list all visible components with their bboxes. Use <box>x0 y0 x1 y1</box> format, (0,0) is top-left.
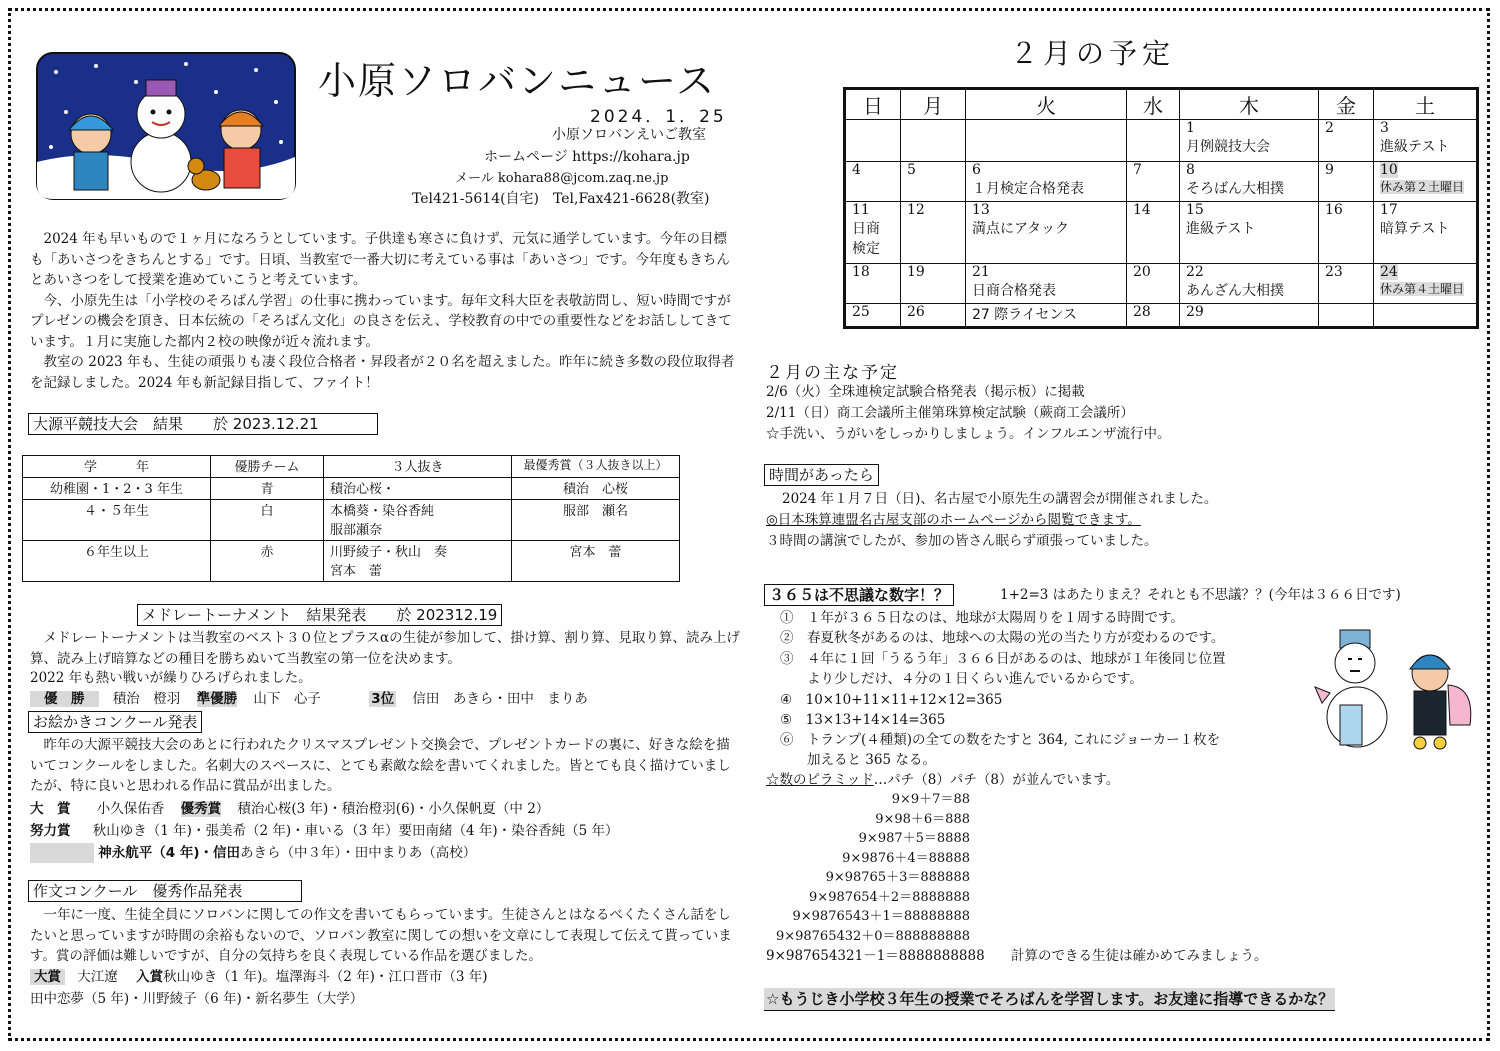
homepage-link[interactable]: ホームページ https://kohara.jp <box>484 149 690 165</box>
pyramid-row: 9×9＋7＝88 <box>891 792 970 807</box>
date-number: 11 <box>852 202 870 218</box>
date-number: 21 <box>972 264 990 280</box>
win-label: 優 勝 <box>30 691 99 707</box>
date-number: 19 <box>907 264 925 280</box>
three-line: 川野綾子・秋山 奏 <box>330 545 448 560</box>
essay-text <box>30 905 742 967</box>
medley-text <box>30 628 740 669</box>
time-line: 2024 年１月７日（日)、名古屋で小原先生の講習会が開催されました。 <box>782 491 1218 507</box>
event-label: 進級テスト <box>1186 221 1256 237</box>
day-header: 月 <box>901 89 966 120</box>
pyramid-row: 9×98765＋3＝888888 <box>825 870 970 885</box>
pyramid-last-line <box>766 946 1267 966</box>
drawing-effort <box>30 821 619 841</box>
footer-notice: ☆もうじき小学校３年生の授業でそろばんを学習します。お友達に指導できるかな？ <box>764 988 1335 1011</box>
date-number: 26 <box>907 304 925 320</box>
col-header: 学 年 <box>23 456 211 478</box>
event-label: 暗算テスト <box>1380 221 1450 237</box>
numbers-subtitle: 1+2=3 はあたりまえ？それとも不思議？？(今年は３６６日です) <box>1000 587 1401 603</box>
calendar-cell <box>1319 120 1374 162</box>
grade-cell: ４・５年生 <box>23 500 211 541</box>
third-name: 信田 あきら・田中 まりあ <box>412 691 588 707</box>
drawing-heading: お絵かきコンクール発表 <box>28 711 202 733</box>
effort-names: 秋山ゆき（1 年)・張美希（2 年)・車いる（3 年）要田南緒（4 年)・染谷香純（5 年） <box>92 823 619 839</box>
calendar-cell <box>966 202 1127 264</box>
time-line: ３時間の講演でしたが、参加の皆さん眠らず頑張っていました。 <box>766 533 1158 549</box>
calendar-cell <box>1180 264 1319 304</box>
col-header: ３人抜き <box>324 456 512 478</box>
gray-spacer <box>30 843 94 863</box>
holiday-label: 休み第２土曜日 <box>1380 180 1465 194</box>
calendar-cell <box>901 304 966 328</box>
numbers-item: ② 春夏秋冬があるのは、地球への太陽の光の当たり方が変わるのです。 <box>780 630 1225 646</box>
date-number: 15 <box>1186 202 1204 218</box>
team-cell: 白 <box>211 500 324 541</box>
calendar-week-4 <box>845 264 1478 304</box>
best-cell: 積治 心桜 <box>512 478 680 500</box>
essay-grand-name: 大江遼 <box>77 969 118 985</box>
essay-prizes-2: 田中恋夢（5 年)・川野綾子（6 年)・新名夢生（大学） <box>30 991 364 1007</box>
three-line: 本橋葵・染谷香純 <box>330 504 435 519</box>
pyramid-row: 9×987＋5＝8888 <box>858 831 970 846</box>
number-pyramid <box>776 790 970 946</box>
time-link[interactable]: ◎日本珠算連盟名古屋支部のホームページから閲覧できます。 <box>766 512 1141 528</box>
effort2-bold: 神永航平（4 年)・信田 <box>98 845 241 861</box>
event-label: 日商合格発表 <box>972 283 1056 299</box>
day-header: 日 <box>845 89 901 120</box>
date-number: 17 <box>1380 202 1398 218</box>
intro-paragraph: 今、小原先生は「小学校のそろばん学習」の仕事に携わっています。毎年文科大臣を表敬訪問し、短い時間ですがプレゼンの機会を頂き、日本伝統の「そろばん文化」の良さを伝え、学校教育の中での重要性などをお話ししてきています。１月に実施した都内２校の映像が近々流れます。 <box>30 292 732 350</box>
medley-heading: メドレートーナメント 結果発表 於 202312.19 <box>137 604 502 626</box>
pyramid-row: 9×98＋6＝888 <box>875 811 970 827</box>
phone-numbers: Tel421-5614(自宅) Tel,Fax421-6628(教室) <box>412 191 710 207</box>
date-number: 29 <box>1186 304 1204 320</box>
school-name: 小原ソロバンえいご教室 <box>552 127 706 143</box>
pyramid-check: 計算のできる生徒は確かめてみましょう。 <box>1010 948 1268 964</box>
event-label: あんざん大相撲 <box>1186 283 1284 299</box>
date-number: 14 <box>1133 202 1151 218</box>
calendar-cell <box>1374 202 1478 264</box>
date-number: 13 <box>972 202 990 218</box>
date-number: 2 <box>1325 120 1334 136</box>
best-cell: 宮本 蕾 <box>512 541 680 582</box>
intro-paragraph: 2024 年も早いもので１ヶ月になろうとしています。子供達も寒さに負けず、元気に通学しています。今年の目標も「あいさつをきちんとする」です。日頃、当教室で一番大切に考えている事は「あいさつ」です。今年度もきちんとあいさつをして授業を進めていこうと考えています。 <box>30 231 730 288</box>
issue-date: 2024．1．25 <box>590 107 727 127</box>
pyramid-row: 9×98765432＋0＝888888888 <box>775 928 970 944</box>
numbers-item: より少しだけ、４分の１日くらい進んでいるからです。 <box>780 671 1143 687</box>
pyramid-row: 9×9876＋4＝88888 <box>842 850 970 866</box>
team-cell: 赤 <box>211 541 324 582</box>
date-number: 6 <box>972 162 981 178</box>
winter-kids-snowman-illustration <box>36 52 296 200</box>
calendar-cell <box>845 120 901 162</box>
calendar-title: ２月の予定 <box>1010 37 1176 70</box>
date-number: 5 <box>907 162 916 178</box>
col-header: 優勝チーム <box>211 456 324 478</box>
col-header: 最優秀賞（３人抜き以上） <box>512 456 680 478</box>
event-label: 検定 <box>852 241 880 257</box>
team-cell: 青 <box>211 478 324 500</box>
main-schedule-heading: ２月の主な予定 <box>766 363 899 383</box>
pyramid-note: …パチ（8）パチ（8）が並んでいます。 <box>873 772 1120 788</box>
calendar-cell <box>1374 120 1478 162</box>
medley-year-line: 2022 年も熱い戦いが繰りひろげられました。 <box>30 670 312 686</box>
effort2-names: あきら（中３年）・田中まりあ（高校） <box>240 845 477 861</box>
calendar-cell <box>1180 162 1319 202</box>
date-number: 9 <box>1325 162 1334 178</box>
day-header: 木 <box>1180 89 1319 120</box>
calendar-cell <box>901 202 966 264</box>
calendar-cell <box>1127 162 1180 202</box>
day-header: 火 <box>966 89 1127 120</box>
holiday-label: 休み第４土曜日 <box>1380 282 1465 296</box>
calendar-cell <box>1319 162 1374 202</box>
calendar-cell <box>1180 304 1319 328</box>
time-link-line[interactable] <box>766 510 1141 530</box>
excellent-names: 積治心桜(3 年)・積治橙羽(6)・小久保帆夏（中 2） <box>237 801 550 817</box>
date-number: 24 <box>1380 264 1398 280</box>
calendar-cell <box>1319 264 1374 304</box>
three-cell <box>324 541 512 582</box>
grand-name: 小久保佑香 <box>96 801 165 817</box>
schedule-line: ☆手洗い、うがいをしっかりしましょう。インフルエンザ流行中。 <box>766 426 1171 442</box>
medley-paragraph: メドレートーナメントは当教室のベスト３０位とプラスαの生徒が参加して、掛け算、割り算、見取り算、読み上げ算、読み上げ暗算などの種目を勝ちぬいて当教室の第一位を決めます。 <box>30 630 740 667</box>
time-heading: 時間があったら <box>764 464 879 486</box>
pyramid-row: 9×9876543＋1＝88888888 <box>792 909 970 924</box>
essay-prize-names: 秋山ゆき（1 年)。塩澤海斗（2 年)・江口晋市（3 年) <box>163 969 488 985</box>
calendar-cell <box>845 304 901 328</box>
calendar-cell <box>1127 264 1180 304</box>
calendar-week-3 <box>845 202 1478 264</box>
calendar-week-5 <box>845 304 1478 328</box>
date-number: 23 <box>1325 264 1343 280</box>
calendar-cell <box>1127 304 1180 328</box>
three-cell <box>324 500 512 541</box>
snowman-kid-illustration <box>1310 625 1480 755</box>
numbers-item: ⑥ トランプ(４種類)の全ての数をたすと 364, これにジョーカー１枚を <box>780 732 1221 748</box>
calendar-week-2 <box>845 162 1478 202</box>
calendar-cell <box>845 264 901 304</box>
event-label: 進級テスト <box>1380 139 1450 155</box>
calendar-cell <box>966 304 1127 328</box>
calendar-cell <box>901 264 966 304</box>
event-label: 日商 <box>852 221 880 237</box>
numbers-item: ④ 10×10+11×11+12×12=365 <box>780 692 1003 708</box>
grade-cell: 幼稚園・1・2・3 年生 <box>23 478 211 500</box>
date-number: 27 際ライセンス <box>972 307 1078 323</box>
date-number: 1 <box>1186 120 1195 136</box>
essay-heading: 作文コンクール 優秀作品発表 <box>28 880 302 902</box>
newsletter-title: 小原ソロバンニュース <box>318 59 717 103</box>
date-number: 16 <box>1325 202 1343 218</box>
schedule-line: 2/11（日）商工会議所主催第珠算検定試験（蕨商工会議所） <box>766 405 1134 421</box>
day-header: 水 <box>1127 89 1180 120</box>
date-number: 20 <box>1133 264 1151 280</box>
win-name: 積治 橙羽 <box>112 691 181 707</box>
second-label: 準優勝 <box>196 691 238 707</box>
essay-prize-label: 入賞 <box>136 969 164 985</box>
calendar-cell <box>1127 120 1180 162</box>
pyramid-row: 9×987654＋2＝8888888 <box>809 889 970 905</box>
date-number: 4 <box>852 162 861 178</box>
calendar-cell <box>845 162 901 202</box>
excellent-label: 優秀賞 <box>180 801 222 817</box>
calendar-cell <box>901 120 966 162</box>
date-number: 25 <box>852 304 870 320</box>
numbers-item: ③ ４年に１回「うるう年」３６６日があるのは、地球が１年後同じ位置 <box>780 651 1226 667</box>
calendar-cell <box>901 162 966 202</box>
numbers-heading: ３６５は不思議な数字！？ <box>764 584 954 606</box>
intro-text <box>30 229 740 393</box>
calendar-cell <box>1180 202 1319 264</box>
event-label: そろばん大相撲 <box>1186 181 1284 197</box>
numbers-item: ① １年が３６５日なのは、地球が太陽周りを１周する時間です。 <box>780 610 1184 626</box>
calendar-cell <box>966 120 1127 162</box>
effort-label: 努力賞 <box>30 823 71 839</box>
calendar-cell <box>1319 304 1374 328</box>
event-label: 月例競技大会 <box>1186 139 1270 155</box>
pyramid-last: 9×987654321－1＝8888888888 <box>766 948 985 964</box>
essay-paragraph: 一年に一度、生徒全員にソロバンに関しての作文を書いてもらっています。生徒さんとはなるべくたくさん話をしたいと思っていますが時間の余裕もないので、ソロバン教室に関しての想いを文章にして表現して伝えて貰っています。賞の評価は難しいですが、自分の気持ちを良く表現している作品を選びました。 <box>30 907 732 964</box>
date-number: 28 <box>1133 304 1151 320</box>
drawing-text <box>30 735 742 797</box>
drawing-effort-2 <box>30 843 476 863</box>
numbers-item: ⑤ 13×13+14×14=365 <box>780 712 946 728</box>
date-number: 7 <box>1133 162 1142 178</box>
calendar-cell <box>966 264 1127 304</box>
calendar-cell <box>1374 162 1478 202</box>
schedule-line: 2/6（火）全珠連検定試験合格発表（掲示板）に掲載 <box>766 384 1085 400</box>
essay-grand-label: 大賞 <box>30 969 65 985</box>
medley-winners <box>30 689 588 709</box>
calendar-cell <box>966 162 1127 202</box>
event-label: 満点にアタック <box>972 221 1070 237</box>
drawing-paragraph: 昨年の大源平競技大会のあとに行われたクリスマスプレゼント交換会で、プレゼントカードの裏に、好きな絵を描いてコンクールをしました。名刺大のスペースに、とても素敵な絵を書いてくれました。皆とても良く描けていましたが、特に良いと思われる作品に賞品が出ました。 <box>30 737 731 794</box>
contest-heading: 大源平競技大会 結果 於 2023.12.21 <box>28 413 378 435</box>
third-label: 3位 <box>371 691 395 707</box>
grand-label: 大 賞 <box>30 801 71 817</box>
calendar-cell <box>1374 264 1478 304</box>
three-cell: 積治心桜・ <box>324 478 512 500</box>
calendar-cell <box>1127 202 1180 264</box>
pyramid-intro <box>766 770 1119 790</box>
date-number: 3 <box>1380 120 1389 136</box>
three-line: 宮本 蕾 <box>330 564 383 579</box>
calendar-cell <box>1180 120 1319 162</box>
drawing-grand <box>30 799 549 819</box>
intro-paragraph: 教室の 2023 年も、生徒の頑張りも凄く段位合格者・昇段者が２０名を超えました。昨年に続き多数の段位取得者を記録しました。2024 年も新記録目指して、ファイト！ <box>30 354 735 391</box>
contest-results-table <box>22 455 680 582</box>
date-number: 12 <box>907 202 925 218</box>
day-header: 金 <box>1319 89 1374 120</box>
calendar-cell <box>1319 202 1374 264</box>
grade-cell: ６年生以上 <box>23 541 211 582</box>
pyramid-title: ☆数のピラミッド <box>766 772 874 788</box>
essay-prizes <box>30 967 488 987</box>
calendar-week-1 <box>845 120 1478 162</box>
date-number: 8 <box>1186 162 1195 178</box>
date-number: 18 <box>852 264 870 280</box>
date-number: 10 <box>1380 162 1398 178</box>
email-address[interactable]: メール kohara88@jcom.zaq.ne.jp <box>455 171 669 186</box>
calendar-header-row <box>845 89 1478 120</box>
second-name: 山下 心子 <box>253 691 321 707</box>
event-label: １月検定合格発表 <box>972 181 1084 197</box>
calendar-cell <box>845 202 901 264</box>
best-cell: 服部 瀬名 <box>512 500 680 541</box>
february-calendar <box>843 87 1479 329</box>
calendar-cell <box>1374 304 1478 328</box>
numbers-item: 加えると 365 なる。 <box>780 752 936 768</box>
three-line: 服部瀬奈 <box>330 523 383 538</box>
day-header: 土 <box>1374 89 1478 120</box>
date-number: 22 <box>1186 264 1204 280</box>
